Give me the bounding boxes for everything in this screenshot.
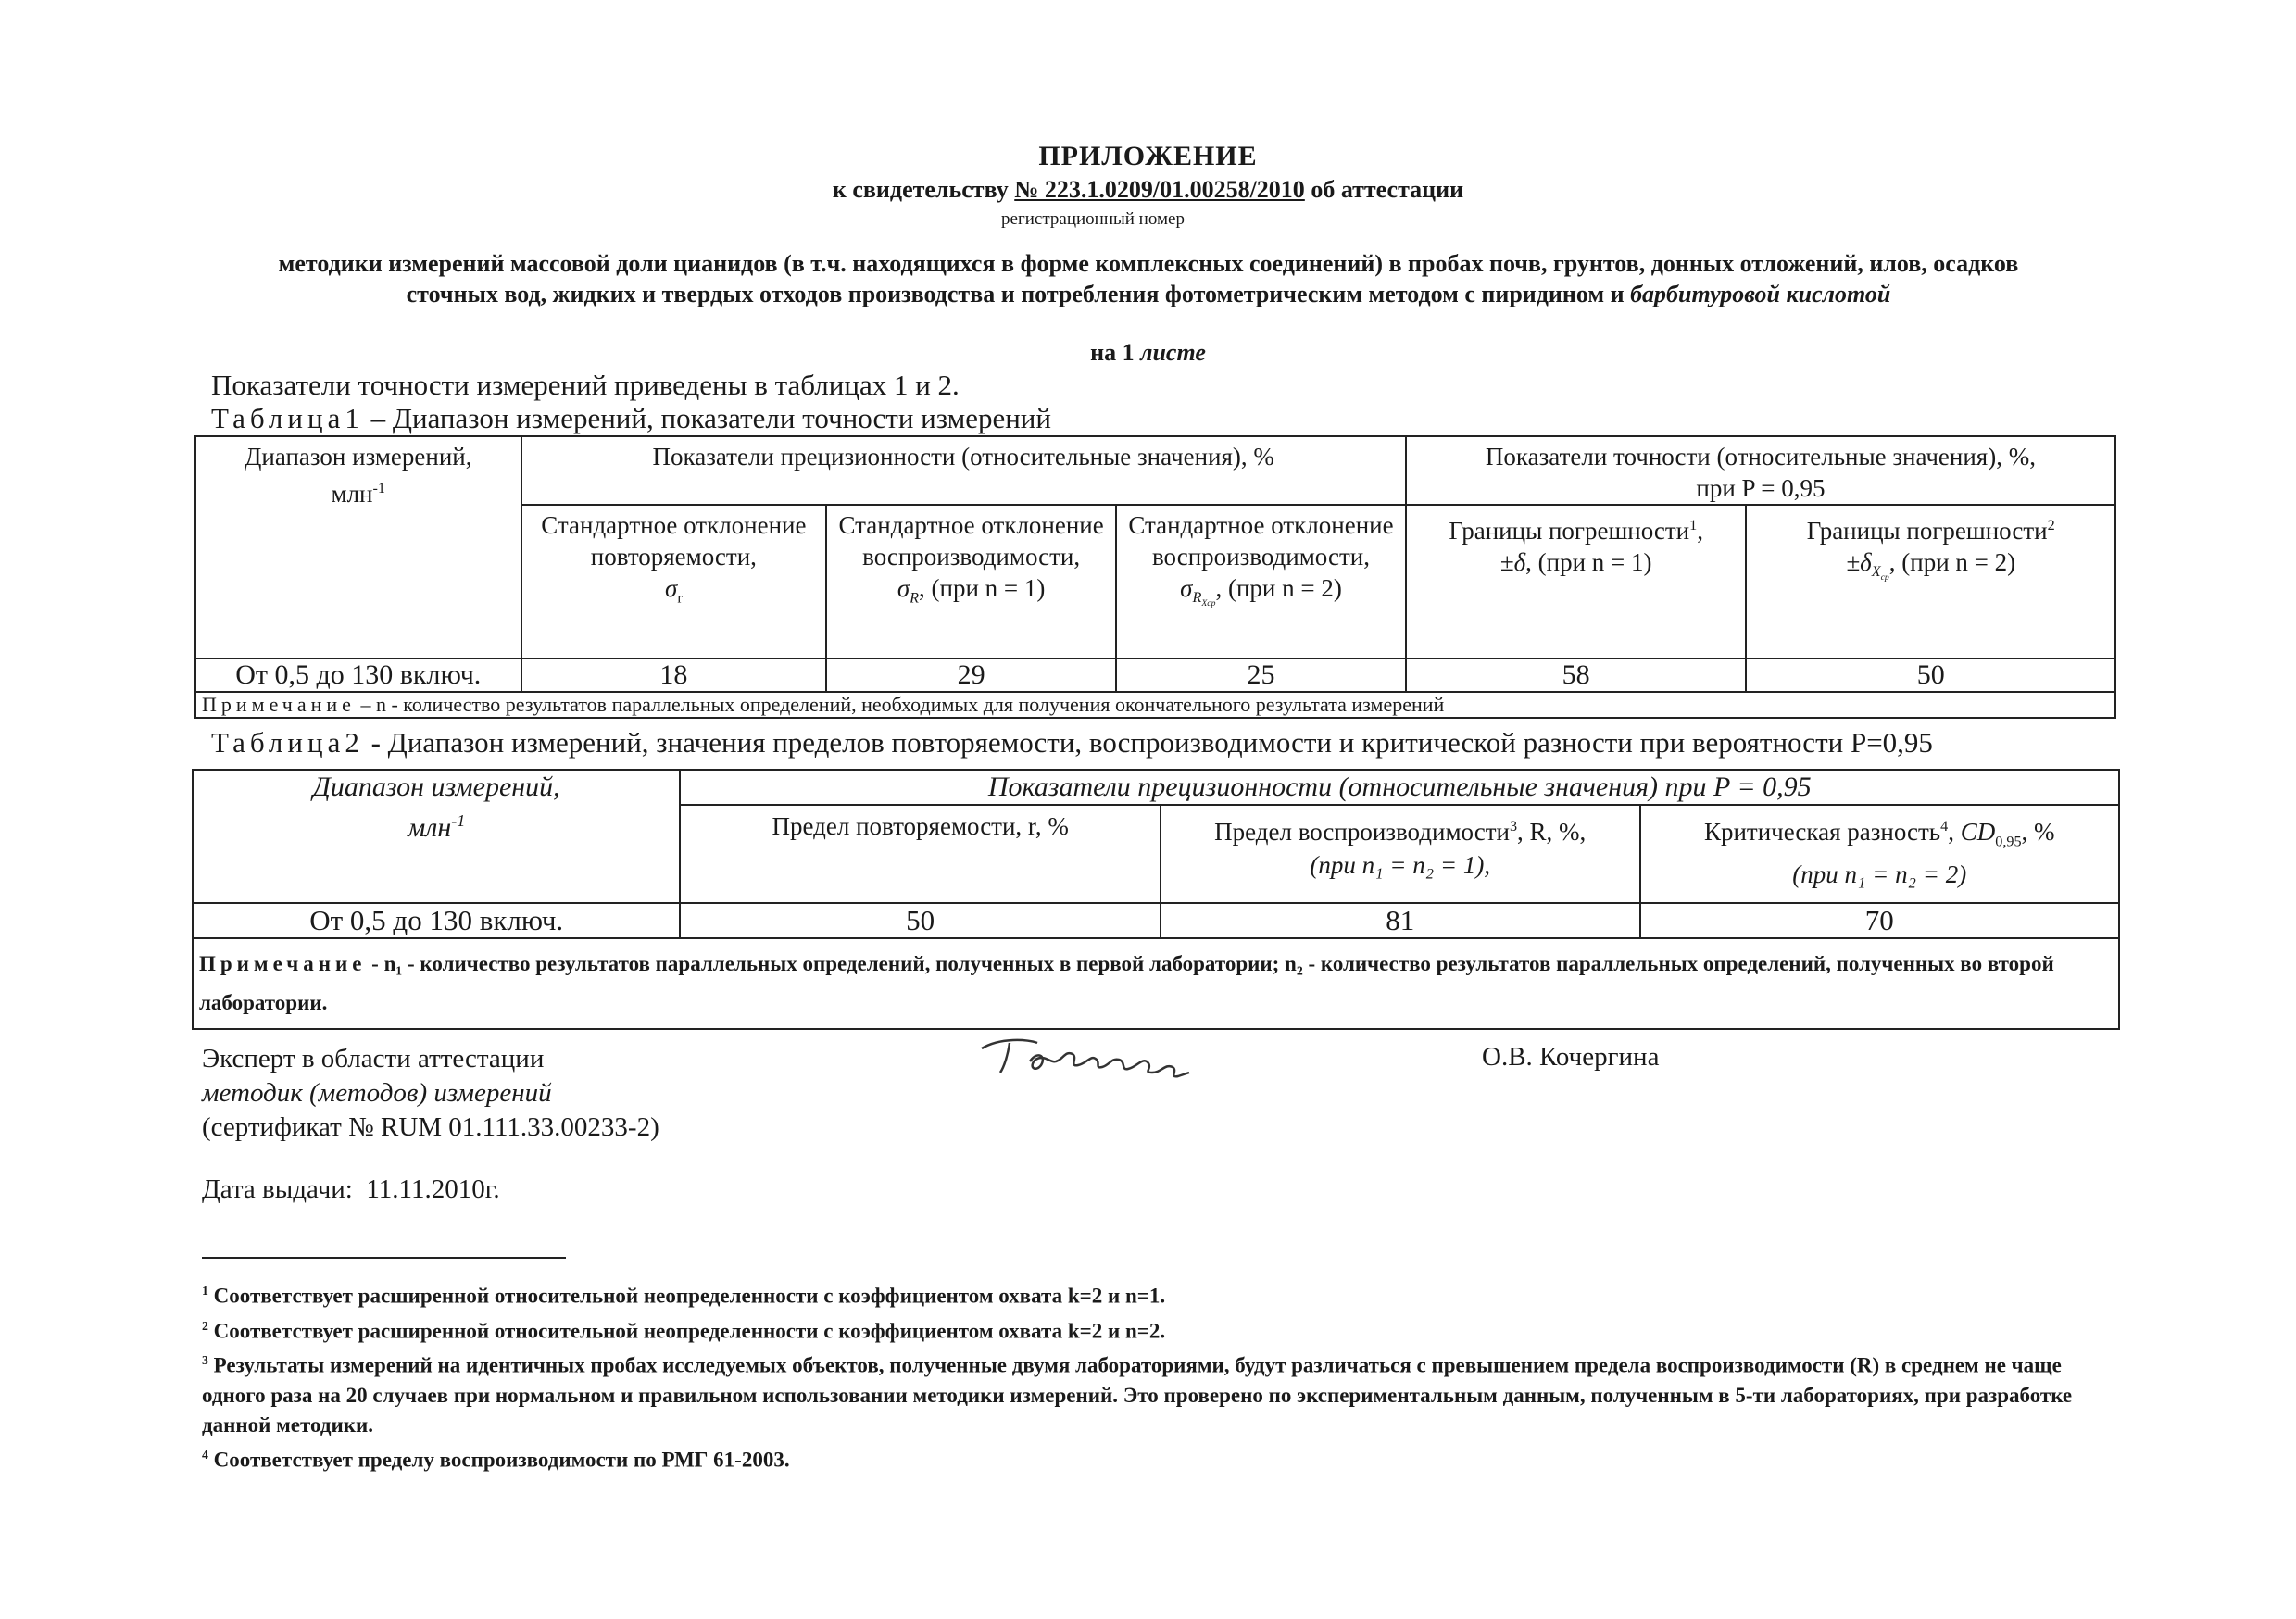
range-unit-sup: -1 xyxy=(451,811,466,830)
table-cell: 58 xyxy=(1406,659,1747,692)
table1-group-accuracy xyxy=(1406,436,2115,505)
expert-block xyxy=(202,1042,659,1145)
range-label: Диапазон измерений, xyxy=(244,443,472,471)
table2-group-precision: Показатели прецизионности (относительные значения) при P = 0,95 xyxy=(680,770,2119,805)
table-cell: 25 xyxy=(1116,659,1406,692)
range-unit-sup: -1 xyxy=(372,480,385,496)
table1-caption-text: – Диапазон измерений, показатели точности измерений xyxy=(363,402,1051,434)
sub2-tail: , R, %, xyxy=(1517,818,1587,846)
cert-prefix: к свидетельству xyxy=(832,176,1009,203)
sub4-text: Границы погрешности xyxy=(1449,517,1690,545)
table2-sub-repeatability: Предел повторяемости, r, % xyxy=(680,805,1161,903)
table1-data-row xyxy=(195,659,2115,692)
table1 xyxy=(194,435,2116,719)
table1-group-precision: Показатели прецизионности (относительные значения), % xyxy=(521,436,1406,505)
table2 xyxy=(192,769,2120,1030)
sub2-text: Стандартное отклонение воспроизводимости, xyxy=(838,511,1104,571)
table1-header-row xyxy=(195,436,2115,505)
group-accuracy-label: Показатели точности (относительные значения), %, xyxy=(1485,443,2036,471)
footnotes xyxy=(202,1276,2110,1475)
sigma-sub: r xyxy=(677,589,683,607)
table2-data-row xyxy=(193,903,2119,938)
certificate-line xyxy=(0,176,2296,204)
table-cell: От 0,5 до 130 включ. xyxy=(195,659,521,692)
table1-sub-repeatability xyxy=(521,505,827,659)
range-unit: млн xyxy=(408,812,452,843)
table1-col-range xyxy=(195,436,521,659)
date-label: Дата выдачи: xyxy=(202,1174,353,1204)
table1-note-row xyxy=(195,692,2115,718)
note-label: Примечание xyxy=(199,952,367,975)
footnote-text: Соответствует расширенной относительной неопределенности с коэффициентом охвата k=2 и n=2. xyxy=(207,1319,1166,1343)
table2-sub-critical-difference: Критическая разность$^4$, $CD_{0,95}$, % (при n₁ = n₂ = 2) xyxy=(1640,805,2119,903)
table-cell: От 0,5 до 130 включ. xyxy=(193,903,680,938)
table2-note xyxy=(193,938,2119,1029)
table-cell: 70 xyxy=(1640,903,2119,938)
sigma-subsub: Xср xyxy=(1201,598,1216,609)
delta-symbol: ±δ xyxy=(1499,548,1526,576)
sub2-cond: (при n₁ = n₂ = 1), xyxy=(1310,851,1491,879)
table1-caption-label: Таблица1 xyxy=(211,402,364,434)
note-label: Примечание xyxy=(202,693,356,716)
footnote-mark: 4 xyxy=(202,1447,208,1462)
table1-sub-reproducibility xyxy=(826,505,1116,659)
sub3-cond: , (при n = 2) xyxy=(1215,574,1342,602)
sub3-tail: , % xyxy=(2021,818,2055,846)
range-unit: млн xyxy=(331,480,373,508)
footnote-mark: 3 xyxy=(202,1353,208,1368)
method-description xyxy=(232,248,2065,309)
document-title: ПРИЛОЖЕНИЕ xyxy=(1038,141,1258,171)
table-cell: 50 xyxy=(1746,659,2115,692)
method-text: методики измерений массовой доли цианидов (в т.ч. находящихся в форме комплексных соединений) в пробах почв, грунтов, донных отложений, илов, осадков сточных вод, жидких и твердых отходов производства и потребления фотометрическим методом с пиридином и xyxy=(278,250,2019,307)
table-cell: 18 xyxy=(521,659,827,692)
table2-note-row xyxy=(193,938,2119,1029)
footnote-mark: 1 xyxy=(202,1284,208,1298)
sub3-footnote-ref: 4 xyxy=(1940,818,1949,835)
expert-name: О.В. Кочергина xyxy=(1482,1042,1660,1072)
sub5-cond: , (при n = 2) xyxy=(1888,548,2016,576)
cd-symbol: CD xyxy=(1960,818,1996,846)
sub3-text: Критическая разность xyxy=(1703,818,1941,846)
intro-text: Показатели точности измерений приведены в таблицах 1 и 2. xyxy=(211,369,960,401)
sigma-sub: R xyxy=(910,589,920,607)
sub3-text: Стандартное отклонение воспроизводимости, xyxy=(1128,511,1394,571)
sigma-symbol: σ xyxy=(1180,574,1193,602)
sub5-text: Границы погрешности xyxy=(1806,517,2048,545)
registration-number-label: регистрационный номер xyxy=(1001,209,1185,229)
handwritten-signature xyxy=(972,1030,1250,1086)
delta-subsub: ср xyxy=(1880,572,1889,584)
footnote-text: Соответствует пределу воспроизводимости по РМГ 61-2003. xyxy=(207,1448,790,1472)
sub3-cond: (при n₁ = n₂ = 2) xyxy=(1792,860,1967,889)
table2-sub-reproducibility xyxy=(1161,805,1640,903)
expert-line2: методик (методов) измерений xyxy=(202,1078,552,1108)
table1-sub-error-n1: Границы погрешности$^1$, ±δ, (при n = 1) xyxy=(1406,505,1747,659)
sigma-symbol: σ xyxy=(665,574,678,602)
table-cell: 29 xyxy=(826,659,1116,692)
footnote-text: Результаты измерений на идентичных пробах исследуемых объектов, полученные двумя лабораториями, будут различаться с превышением предела воспроизводимости (R) в среднем не чаще одного раза на 20 случаев при нормальном и правильном использовании методики измерений. Это проверено по экспериментальным данным, полученным в 5-ти лабораториях, при разработке данной методики. xyxy=(202,1353,2073,1437)
table-cell: 81 xyxy=(1161,903,1640,938)
footnote-mark: 2 xyxy=(202,1318,208,1333)
footnote xyxy=(202,1346,2110,1440)
footnote xyxy=(202,1440,2110,1475)
table1-note xyxy=(195,692,2115,718)
footnote-divider xyxy=(202,1257,566,1259)
cert-number: № 223.1.0209/01.00258/2010 xyxy=(1014,176,1305,203)
table2-caption-label: Таблица2 xyxy=(211,726,364,759)
group-accuracy-p: при P = 0,95 xyxy=(1696,474,1826,502)
sub4-footnote-ref: 1 xyxy=(1689,517,1698,533)
sub5-footnote-ref: 2 xyxy=(2047,517,2055,533)
delta-sub: X xyxy=(1871,563,1881,581)
table-cell: 50 xyxy=(680,903,1161,938)
footnote xyxy=(202,1276,2110,1312)
sub2-cond: , (при n = 1) xyxy=(919,574,1046,602)
sheet-count xyxy=(0,339,2296,367)
delta-symbol: ±δ xyxy=(1846,548,1872,576)
table2-caption xyxy=(211,726,1933,759)
footnote-text: Соответствует расширенной относительной неопределенности с коэффициентом охвата k=2 и n=1. xyxy=(207,1284,1166,1308)
sheets-word: листе xyxy=(1140,339,1206,366)
sub1-text: Стандартное отклонение повторяемости, xyxy=(541,511,807,571)
sigma-sub: R xyxy=(1192,589,1202,607)
issue-date xyxy=(202,1174,500,1205)
sigma-symbol: σ xyxy=(897,574,910,602)
note-text: – n - количество результатов параллельных определений, необходимых для получения окончательного результата измерений xyxy=(355,693,1445,716)
cert-suffix: об аттестации xyxy=(1311,176,1464,203)
method-text-italic: барбитуровой кислотой xyxy=(1630,281,1891,307)
date-value: 11.11.2010г. xyxy=(366,1174,500,1204)
sub2-text: Предел воспроизводимости xyxy=(1214,818,1510,846)
table2-header-row xyxy=(193,770,2119,805)
sub2-footnote-ref: 3 xyxy=(1509,818,1518,835)
table1-sub-reproducibility-mean xyxy=(1116,505,1406,659)
sheets-prefix: на 1 xyxy=(1090,339,1135,366)
footnote xyxy=(202,1312,2110,1347)
table1-caption xyxy=(211,402,1051,435)
table2-caption-text: - Диапазон измерений, значения пределов повторяемости, воспроизводимости и критической разности при вероятности P=0,95 xyxy=(363,726,1933,759)
cd-sub: 0,95 xyxy=(1995,833,2022,850)
expert-line1: Эксперт в области аттестации xyxy=(202,1044,545,1073)
range-label: Диапазон измерений, xyxy=(312,772,560,802)
table2-col-range xyxy=(193,770,680,903)
table1-sub-error-n2 xyxy=(1746,505,2115,659)
expert-line3: (сертификат № RUM 01.111.33.00233-2) xyxy=(202,1112,659,1142)
note-text: - n₁ - количество результатов параллельных определений, полученных в первой лаборатории; n₂ - количество результатов параллельных определений, полученных во второй лаборатории. xyxy=(199,952,2054,1014)
sub4-cond: , (при n = 1) xyxy=(1525,548,1652,576)
